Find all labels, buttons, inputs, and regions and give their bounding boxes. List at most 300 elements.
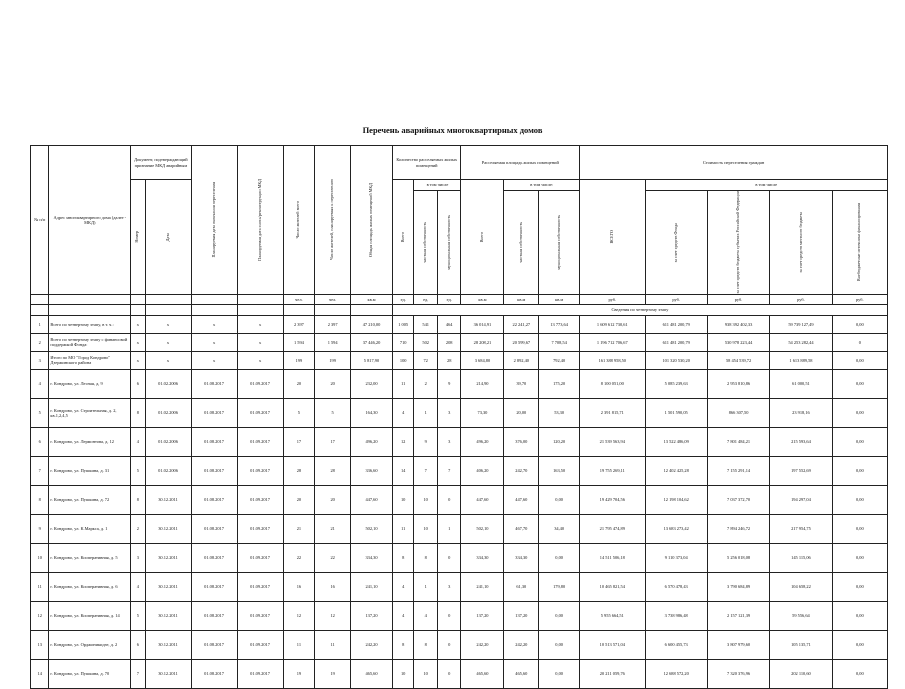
total-cell: 13 773,64 — [539, 315, 580, 333]
address-cell: г. Кондрово, ул. Строительная, д. 2, кв.1,2,4,5 — [49, 398, 131, 427]
table-cell: 10 — [414, 514, 438, 543]
header-planned-demolition: Планируемая дата сноса/реконструкции МКД — [237, 146, 283, 295]
table-cell: 7 801 484,21 — [707, 427, 769, 456]
table-cell: 01.08.2017 — [191, 485, 237, 514]
table-cell: 336,60 — [351, 456, 393, 485]
table-cell: 10 513 571,04 — [580, 630, 645, 659]
header-incl2: в том числе: — [504, 180, 580, 191]
header-local: за счет средств местного бюджета — [770, 191, 832, 295]
table-cell: 23 918,16 — [770, 398, 832, 427]
table-cell: 0,00 — [832, 514, 887, 543]
total-cell: 59 739 127,49 — [770, 315, 832, 333]
table-cell: 61,30 — [504, 572, 539, 601]
table-cell: 3 — [437, 398, 461, 427]
table-cell: 242,20 — [504, 630, 539, 659]
total-cell: 502 — [414, 333, 438, 351]
table-cell: 8 — [392, 543, 413, 572]
total-cell: 2 397 — [283, 315, 315, 333]
total-cell: х — [191, 333, 237, 351]
table-cell: 3 807 979,60 — [707, 630, 769, 659]
table-cell: 11 — [392, 514, 413, 543]
header-doc-date: Дата — [145, 180, 191, 295]
table-cell: 01.09.2017 — [237, 543, 283, 572]
table-cell: 465,60 — [461, 659, 504, 688]
table-row — [31, 572, 888, 601]
table-cell: 16 — [315, 572, 351, 601]
table-cell: 12 688 572,20 — [645, 659, 707, 688]
total-cell: 464 — [437, 315, 461, 333]
total-cell: 199 — [283, 351, 315, 369]
table-cell: 12 — [392, 427, 413, 456]
table-cell: 0,00 — [539, 543, 580, 572]
table-cell: 202 110,60 — [770, 659, 832, 688]
unit-cell: чел. — [315, 294, 351, 304]
table-cell: 164,30 — [351, 398, 393, 427]
unit-cell: руб. — [707, 294, 769, 304]
table-cell: 20 — [283, 485, 315, 514]
total-cell: 2 892,40 — [504, 351, 539, 369]
table-cell: 447,60 — [351, 485, 393, 514]
table-cell: 1 — [414, 398, 438, 427]
table-cell: 21 — [283, 514, 315, 543]
header-private: частная собственность — [414, 191, 438, 295]
table-cell: 22 — [315, 543, 351, 572]
table-cell: 0,00 — [832, 369, 887, 398]
table-cell: 20,00 — [504, 398, 539, 427]
table-cell: 1 501 590,05 — [645, 398, 707, 427]
total-cell: х — [131, 333, 145, 351]
total-cell: 938 392 402,33 — [707, 315, 769, 333]
table-cell: 4 — [392, 398, 413, 427]
unit-cell: ед. — [437, 294, 461, 304]
table-cell: 214,90 — [461, 369, 504, 398]
table-cell: 215 593,64 — [770, 427, 832, 456]
table-cell: 19 — [315, 659, 351, 688]
total-cell: 1 594 — [283, 333, 315, 351]
total-cell: 3 — [31, 351, 49, 369]
table-cell: 465,60 — [504, 659, 539, 688]
table-cell: 0,00 — [539, 485, 580, 514]
header-num: № п/п — [31, 146, 49, 295]
table-cell: 242,20 — [351, 630, 393, 659]
table-cell: 19 755 269,11 — [580, 456, 645, 485]
table-row — [31, 427, 888, 456]
table-cell: 6 600 455,73 — [645, 630, 707, 659]
table-cell: 01.09.2017 — [237, 630, 283, 659]
table-cell: 137,20 — [504, 601, 539, 630]
table-cell: 01.09.2017 — [237, 659, 283, 688]
total-label: Всего по четвертому этапу с финансовой поддержкой Фонда: — [49, 333, 131, 351]
table-cell: 6 — [31, 427, 49, 456]
total-cell: 0 — [832, 333, 887, 351]
total-cell: 1 — [31, 315, 49, 333]
header-fund: за счет средств Фонда — [645, 191, 707, 295]
table-cell: 0,00 — [539, 659, 580, 688]
total-cell: 1 005 — [392, 315, 413, 333]
table-cell: 2 391 815,71 — [580, 398, 645, 427]
total-cell: х — [237, 315, 283, 333]
section-label: Сведения по четвертому этапу — [392, 304, 887, 315]
table-cell: 7 894 246,72 — [707, 514, 769, 543]
table-cell: 0 — [437, 659, 461, 688]
header-municipal: муниципальная собственность — [437, 191, 461, 295]
total-label: Итого по МО "Город Кондрово" Дзержинского района — [49, 351, 131, 369]
table-cell: 1 — [414, 572, 438, 601]
table-cell: 5 — [283, 398, 315, 427]
total-cell: 1 609 612 730,61 — [580, 315, 645, 333]
total-cell: 530 978 223,44 — [707, 333, 769, 351]
emergency-houses-table — [30, 145, 888, 689]
table-cell: 30.12.2011 — [145, 630, 191, 659]
table-cell: 30.12.2011 — [145, 572, 191, 601]
unit-cell: ед. — [414, 294, 438, 304]
table-cell: 7 320 376,96 — [707, 659, 769, 688]
total-cell: 541 — [414, 315, 438, 333]
table-cell: 12 — [315, 601, 351, 630]
unit-cell: кв.м — [351, 294, 393, 304]
table-cell: 01.09.2017 — [237, 485, 283, 514]
total-cell: 22 241,27 — [504, 315, 539, 333]
table-cell: 10 — [414, 485, 438, 514]
table-cell: 4 — [131, 572, 145, 601]
table-cell: 496,20 — [461, 427, 504, 456]
table-cell: 0,00 — [539, 601, 580, 630]
table-cell: 11 — [315, 630, 351, 659]
table-cell: 10 465 821,54 — [580, 572, 645, 601]
table-row — [31, 659, 888, 688]
unit-cell: руб. — [580, 294, 645, 304]
total-cell: 161 388 958,50 — [580, 351, 645, 369]
table-cell: 11 — [392, 369, 413, 398]
header-residents-total: Число жителей всего — [283, 146, 315, 295]
total-cell: 792,40 — [539, 351, 580, 369]
table-cell: 242,70 — [504, 456, 539, 485]
total-cell: 2 397 — [315, 315, 351, 333]
table-cell: 2 — [131, 514, 145, 543]
table-cell: 8 — [392, 630, 413, 659]
total-cell: 710 — [392, 333, 413, 351]
table-cell: 59 556,64 — [770, 601, 832, 630]
table-cell: 0 — [437, 543, 461, 572]
table-cell: 21 795 474,89 — [580, 514, 645, 543]
table-cell: 866 307,50 — [707, 398, 769, 427]
table-cell: 01.08.2017 — [191, 427, 237, 456]
address-cell: г. Кондрово, ул. Кооперативная, д. 6 — [49, 572, 131, 601]
total-cell: 36 014,91 — [461, 315, 504, 333]
unit-cell: чел. — [283, 294, 315, 304]
table-cell: 17 — [315, 427, 351, 456]
table-cell: 30.12.2011 — [145, 543, 191, 572]
table-cell: 21 539 563,94 — [580, 427, 645, 456]
table-cell: 0 — [437, 601, 461, 630]
table-cell: 0,00 — [832, 456, 887, 485]
total-cell: 5 817,90 — [351, 351, 393, 369]
address-cell: г. Кондрово, ул. Лермонтова, д. 12 — [49, 427, 131, 456]
table-cell: 01.02.2006 — [145, 456, 191, 485]
table-cell: 5 — [131, 456, 145, 485]
table-cell: 7 — [131, 659, 145, 688]
table-cell: 01.08.2017 — [191, 659, 237, 688]
table-cell: 8 100 051,00 — [580, 369, 645, 398]
table-cell: 3 738 986,48 — [645, 601, 707, 630]
table-cell: 242,20 — [461, 630, 504, 659]
header-planned-relocation: Планируемая дата окончания переселения — [191, 146, 237, 295]
table-cell: 0,00 — [832, 427, 887, 456]
table-cell: 11 — [31, 572, 49, 601]
header-area-relocated: Расселяемая площадь жилых помещений — [461, 146, 580, 180]
total-cell: 0,00 — [832, 351, 887, 369]
unit-cell: кв.м — [504, 294, 539, 304]
header-regional: за счет средств бюджета субъекта Российской Федерации — [707, 191, 769, 295]
table-cell: 11 — [283, 630, 315, 659]
table-cell: 334,30 — [504, 543, 539, 572]
table-cell: 0,00 — [832, 543, 887, 572]
address-cell: г. Кондрово, ул. К.Маркса, д. 1 — [49, 514, 131, 543]
total-cell: х — [191, 315, 237, 333]
table-cell: 9 — [414, 427, 438, 456]
total-cell: 611 481 200,79 — [645, 315, 707, 333]
table-cell: 4 — [131, 427, 145, 456]
table-cell: 7 — [414, 456, 438, 485]
table-cell: 01.09.2017 — [237, 369, 283, 398]
table-cell: 3 — [437, 427, 461, 456]
units-row — [31, 294, 888, 304]
table-cell: 4 — [392, 601, 413, 630]
table-cell: 120,20 — [539, 427, 580, 456]
table-cell: 0,00 — [832, 659, 887, 688]
unit-cell: кв.м — [539, 294, 580, 304]
table-cell: 4 — [31, 369, 49, 398]
table-cell: 2 — [414, 369, 438, 398]
table-cell: 7 037 372,70 — [707, 485, 769, 514]
table-cell: 3 790 684,89 — [707, 572, 769, 601]
table-cell: 01.08.2017 — [191, 514, 237, 543]
table-cell: 01.08.2017 — [191, 572, 237, 601]
table-cell: 4 — [392, 572, 413, 601]
table-cell: 7 155 291,14 — [707, 456, 769, 485]
total-cell: 1 613 889,58 — [770, 351, 832, 369]
table-cell: 01.09.2017 — [237, 514, 283, 543]
table-cell: 22 — [283, 543, 315, 572]
table-cell: 01.08.2017 — [191, 630, 237, 659]
header-area-total2: Всего — [461, 180, 504, 295]
table-cell: 8 — [414, 543, 438, 572]
table-cell: 14 — [392, 456, 413, 485]
total-cell: 47 210,00 — [351, 315, 393, 333]
table-cell: 13 522 486,09 — [645, 427, 707, 456]
header-municipal2: муниципальная собственность — [539, 191, 580, 295]
table-cell: 5 955 664,51 — [580, 601, 645, 630]
header-extra: Внебюджетные источники финансирования — [832, 191, 887, 295]
table-cell: 502,10 — [351, 514, 393, 543]
table-cell: 217 954,75 — [770, 514, 832, 543]
table-cell: 137,20 — [461, 601, 504, 630]
unit-cell: кв.м — [461, 294, 504, 304]
address-cell: г. Кондрово, ул. Кооперативная, д. 14 — [49, 601, 131, 630]
table-cell: 8 — [31, 485, 49, 514]
header-incl: в том числе — [414, 180, 461, 191]
total-cell: 0,00 — [832, 315, 887, 333]
table-cell: 14 — [31, 659, 49, 688]
table-cell: 241,10 — [351, 572, 393, 601]
table-cell: 175,20 — [539, 369, 580, 398]
total-cell: 28 208,21 — [461, 333, 504, 351]
table-cell: 163,50 — [539, 456, 580, 485]
table-cell: 9 — [31, 514, 49, 543]
table-cell: 01.08.2017 — [191, 398, 237, 427]
table-cell: 3 — [131, 543, 145, 572]
table-row — [31, 630, 888, 659]
total-label: Всего по четвертому этапу, в т. ч.: — [49, 315, 131, 333]
total-cell: 7 708,54 — [539, 333, 580, 351]
table-row — [31, 543, 888, 572]
table-cell: 28 — [315, 456, 351, 485]
table-cell: 01.09.2017 — [237, 601, 283, 630]
table-cell: 179,80 — [539, 572, 580, 601]
table-cell: 30.12.2011 — [145, 485, 191, 514]
table-cell: 5 — [31, 398, 49, 427]
table-cell: 8 — [131, 485, 145, 514]
total-cell: х — [145, 351, 191, 369]
table-cell: 6 — [131, 369, 145, 398]
table-cell: 9 110 373,04 — [645, 543, 707, 572]
total-row — [31, 333, 888, 351]
table-row — [31, 485, 888, 514]
table-cell: 467,70 — [504, 514, 539, 543]
header-address: Адрес многоквартирного дома (далее - МКД) — [49, 146, 131, 295]
table-row — [31, 456, 888, 485]
table-cell: 105 135,71 — [770, 630, 832, 659]
address-cell: г. Кондрово, ул. Лесная, д. 9 — [49, 369, 131, 398]
table-cell: 0,00 — [832, 601, 887, 630]
header-private2: частная собственность — [504, 191, 539, 295]
table-cell: 3 — [437, 572, 461, 601]
table-cell: 20 — [315, 369, 351, 398]
table-cell: 0,00 — [832, 485, 887, 514]
table-cell: 0 — [437, 485, 461, 514]
total-cell: х — [131, 315, 145, 333]
total-cell: 58 454 539,72 — [707, 351, 769, 369]
table-cell: 01.09.2017 — [237, 427, 283, 456]
section-row — [31, 304, 888, 315]
page-title: Перечень аварийных многоквартирных домов — [362, 125, 543, 135]
table-cell: 01.02.2006 — [145, 398, 191, 427]
table-cell: 5 — [131, 601, 145, 630]
table-cell: 17 — [283, 427, 315, 456]
table-cell: 12 198 104,62 — [645, 485, 707, 514]
header-cost-total: ВСЕГО — [580, 180, 645, 295]
table-cell: 6 — [131, 630, 145, 659]
table-cell: 10 — [392, 485, 413, 514]
table-cell: 4 — [414, 601, 438, 630]
table-cell: 01.08.2017 — [191, 456, 237, 485]
table-row — [31, 514, 888, 543]
total-cell: 611 481 200,79 — [645, 333, 707, 351]
table-cell: 5 256 018,08 — [707, 543, 769, 572]
table-cell: 01.09.2017 — [237, 572, 283, 601]
table-cell: 73,30 — [461, 398, 504, 427]
table-cell: 334,30 — [351, 543, 393, 572]
table-cell: 12 — [31, 601, 49, 630]
table-cell: 10 — [414, 659, 438, 688]
table-cell: 194 297,04 — [770, 485, 832, 514]
table-cell: 30.12.2011 — [145, 601, 191, 630]
total-cell: 101 320 530,20 — [645, 351, 707, 369]
table-cell: 334,30 — [461, 543, 504, 572]
table-cell: 53,30 — [539, 398, 580, 427]
unit-cell: ед. — [392, 294, 413, 304]
table-cell: 19 — [283, 659, 315, 688]
table-cell: 20 211 059,76 — [580, 659, 645, 688]
header-area-total: Общая площадь жилых помещений МКД — [351, 146, 393, 295]
table-cell: 21 — [315, 514, 351, 543]
unit-cell: руб. — [770, 294, 832, 304]
table-cell: 5 085 239,63 — [645, 369, 707, 398]
table-cell: 10 — [392, 659, 413, 688]
unit-cell: руб. — [832, 294, 887, 304]
table-cell: 9 — [437, 369, 461, 398]
total-cell: х — [191, 351, 237, 369]
total-cell: 208 — [437, 333, 461, 351]
total-cell: 1 594 — [315, 333, 351, 351]
table-cell: 447,60 — [461, 485, 504, 514]
total-cell: х — [131, 351, 145, 369]
header-residents-planned: Число жителей, планируемых к переселению — [315, 146, 351, 295]
table-cell: 1 — [437, 514, 461, 543]
table-cell: 465,60 — [351, 659, 393, 688]
address-cell: г. Кондрово, ул. Кооперативная, д. 5 — [49, 543, 131, 572]
table-cell: 232,00 — [351, 369, 393, 398]
table-cell: 01.02.2006 — [145, 369, 191, 398]
total-cell: 28 — [437, 351, 461, 369]
table-cell: 12 402 425,28 — [645, 456, 707, 485]
table-cell: 39,70 — [504, 369, 539, 398]
table-cell: 12 — [283, 601, 315, 630]
header-doc-num: Номер — [131, 180, 145, 295]
table-cell: 496,20 — [351, 427, 393, 456]
total-cell: х — [145, 315, 191, 333]
table-cell: 137,20 — [351, 601, 393, 630]
table-cell: 01.09.2017 — [237, 456, 283, 485]
table-cell: 7 — [437, 456, 461, 485]
total-cell: х — [237, 333, 283, 351]
table-cell: 16 — [283, 572, 315, 601]
table-cell: 01.08.2017 — [191, 601, 237, 630]
table-cell: 7 — [31, 456, 49, 485]
table-cell: 6 570 478,43 — [645, 572, 707, 601]
table-cell: 13 — [31, 630, 49, 659]
table-cell: 10 — [31, 543, 49, 572]
table-cell: 145 115,06 — [770, 543, 832, 572]
header-incl3: в том числе — [645, 180, 887, 191]
table-cell: 14 511 506,18 — [580, 543, 645, 572]
table-cell: 20 — [315, 485, 351, 514]
total-cell: х — [145, 333, 191, 351]
table-cell: 13 683 273,42 — [645, 514, 707, 543]
total-cell: 20 599,67 — [504, 333, 539, 351]
table-cell: 28 — [283, 456, 315, 485]
table-cell: 8 — [414, 630, 438, 659]
table-row — [31, 398, 888, 427]
total-cell: 72 — [414, 351, 438, 369]
table-cell: 20 — [283, 369, 315, 398]
total-cell: 3 684,80 — [461, 351, 504, 369]
table-row — [31, 601, 888, 630]
total-cell: 100 — [392, 351, 413, 369]
table-cell: 502,10 — [461, 514, 504, 543]
table-cell: 0,00 — [832, 630, 887, 659]
table-cell: 447,60 — [504, 485, 539, 514]
